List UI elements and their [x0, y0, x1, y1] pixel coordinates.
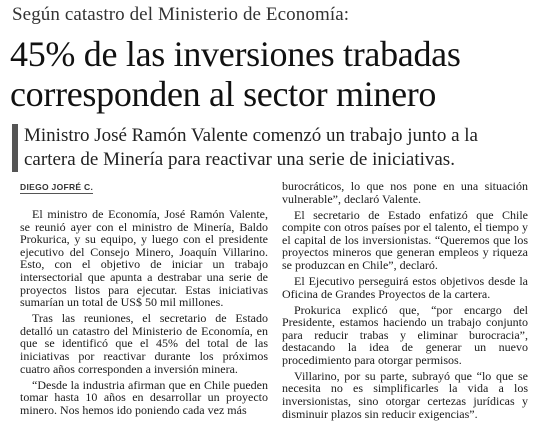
article-kicker: Según catastro del Ministerio de Economía:: [12, 4, 350, 25]
body-paragraph: El secretario de Estado enfatizó que Chile compite con otros países por el talento, el tiempo y el capital de los inversionistas. “Queremos que los proyectos mineros que generan empleos y riqueza se produzcan en Chile”, declaró.: [282, 207, 528, 272]
body-column-left: [20, 208, 268, 420]
body-paragraph: Prokurica explicó que, “por encargo del Presidente, estamos haciendo un trabajo conjunto para reducir trabas y eliminar burocracia”, destacando la idea de generar un nuevo procedimiento para otorgar permisos.: [282, 302, 528, 367]
body-paragraph: El ministro de Economía, José Ramón Valente, se reunió ayer con el ministro de Minería, Baldo Prokurica, y su equipo, y luego con el presidente ejecutivo del Consejo Minero, Joaquín Villarino. Esto, con el objetivo de iniciar un trabajo intersectorial que apunta a destrabar una serie de proyectos listos para ejecutar. Estas iniciativas sumarían un total de US$ 50 mil millones.: [20, 207, 268, 310]
deck-rule: [12, 124, 18, 172]
article-deck: [24, 124, 529, 172]
body-paragraph-continuation: burocráticos, lo que nos pone en una situación vulnerable”, declaró Valente.: [282, 179, 528, 206]
article-byline: DIEGO JOFRÉ C.: [20, 182, 94, 192]
article-headline: [10, 34, 530, 114]
body-paragraph: El Ejecutivo perseguirá estos objetivos desde la Oficina de Grandes Proyectos de la cartera.: [282, 273, 528, 301]
body-paragraph: Tras las reuniones, el secretario de Estado detalló un catastro del Ministerio de Economía, en que se identificó que el 45% del total de las iniciativas por reactivar durante los próximos cuatro años corresponden a inversión minera.: [20, 311, 268, 376]
headline-line-1: 45% de las inversiones trabadas: [10, 34, 461, 74]
body-paragraph: “Desde la industria afirman que en Chile pueden tomar hasta 10 años en desarrollar un proyecto minero. Nos hemos ido poniendo cada vez más: [20, 377, 268, 417]
deck-line-1: Ministro José Ramón Valente comenzó un trabajo junto a la: [24, 125, 478, 146]
body-paragraph: Villarino, por su parte, subrayó que “lo que se necesita no es simplificarles la vida a los inversionistas, sino otorgar certezas jurídicas y disminuir plazos sin reducir exigencias”.: [282, 368, 528, 421]
body-column-right: [282, 180, 528, 424]
deck-line-2: cartera de Minería para reactivar una serie de iniciativas.: [24, 149, 455, 170]
headline-line-2: corresponden al sector minero: [10, 74, 437, 114]
